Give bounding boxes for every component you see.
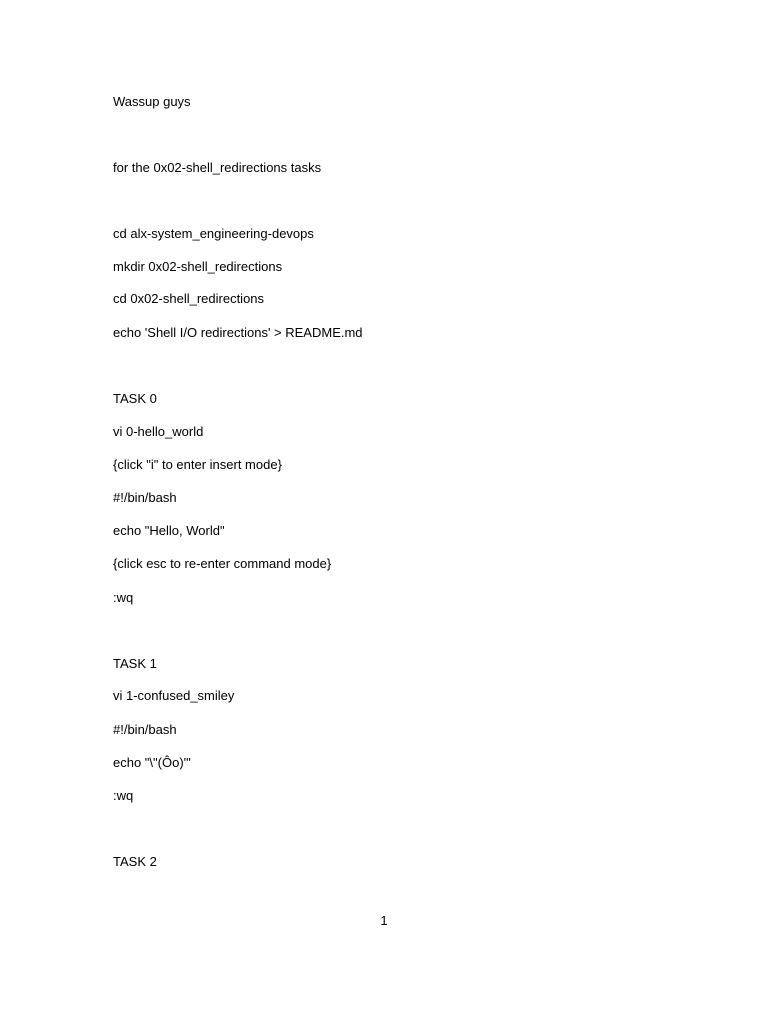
greeting-line: Wassup guys xyxy=(113,94,191,109)
task-heading-2: TASK 2 xyxy=(113,854,157,869)
task0-line-echo: echo "Hello, World" xyxy=(113,523,225,538)
task1-line-save: :wq xyxy=(113,788,134,803)
task0-line-vi: vi 0-hello_world xyxy=(113,424,204,439)
task0-line-save: :wq xyxy=(113,590,134,605)
command-line-cd-dir: cd 0x02-shell_redirections xyxy=(113,291,265,306)
task-heading-1: TASK 1 xyxy=(113,656,157,671)
intro-line: for the 0x02-shell_redirections tasks xyxy=(113,160,322,175)
command-line-cd-repo: cd alx-system_engineering-devops xyxy=(113,226,314,241)
command-line-mkdir: mkdir 0x02-shell_redirections xyxy=(113,259,283,274)
task0-line-shebang: #!/bin/bash xyxy=(113,490,177,505)
task1-line-echo: echo "\"(Ôo)'" xyxy=(113,755,191,770)
task1-line-vi: vi 1-confused_smiley xyxy=(113,688,235,703)
page-number: 1 xyxy=(380,913,388,928)
task0-line-insert-note: {click "i" to enter insert mode} xyxy=(113,457,282,472)
command-line-readme: echo 'Shell I/O redirections' > README.md xyxy=(113,325,363,340)
task-heading-0: TASK 0 xyxy=(113,391,157,406)
task0-line-esc-note: {click esc to re-enter command mode} xyxy=(113,556,332,571)
task1-line-shebang: #!/bin/bash xyxy=(113,722,177,737)
